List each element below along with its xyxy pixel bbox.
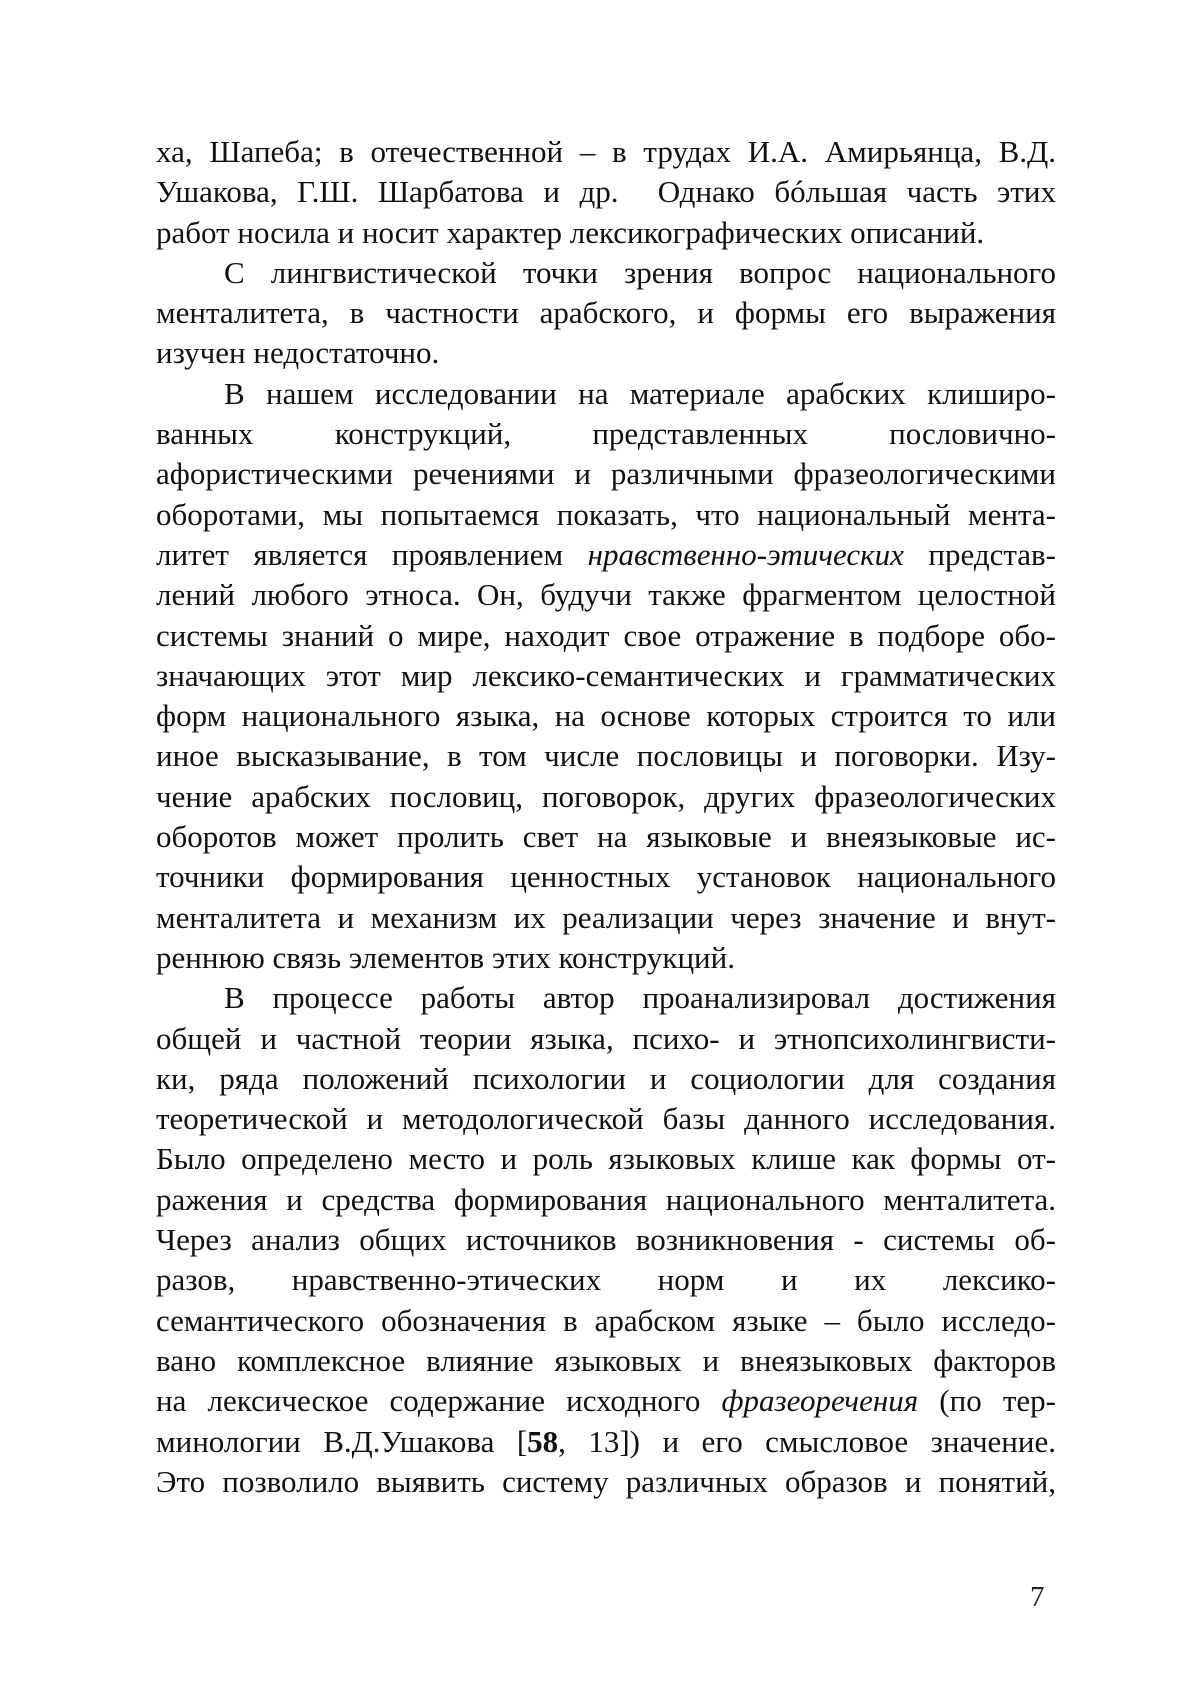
text-line <box>156 656 1056 696</box>
text-line <box>156 1099 1056 1139</box>
text-line <box>156 1260 1056 1300</box>
text-line <box>156 333 1056 373</box>
text-segment: семантического обозначения в арабском языке – было исследо- <box>156 1302 1056 1338</box>
text-segment: Было определено место и роль языковых клише как формы от- <box>156 1141 1056 1177</box>
text-segment: системы знаний о мире, находит свое отражение в подборе обо- <box>156 617 1056 653</box>
text-line <box>156 213 1056 253</box>
text-segment: оборотов может пролить свет на языковые и внеязыковые ис- <box>156 819 1056 855</box>
text-line <box>156 172 1056 212</box>
text-segment: иное высказывание, в том числе пословицы и поговорки. Изу- <box>156 738 1056 774</box>
text-segment: реннюю связь элементов этих конструкций. <box>156 939 735 975</box>
text-segment: на лексическое содержание исходного <box>156 1383 722 1419</box>
text-line <box>156 978 1056 1018</box>
page-number: 7 <box>1030 1581 1045 1613</box>
text-segment: менталитета, в частности арабского, и формы его выражения <box>156 295 1056 331</box>
text-segment: изучен недостаточно. <box>156 335 440 371</box>
text-line <box>156 253 1056 293</box>
text-segment: точники формирования ценностных установок национального <box>156 859 1056 895</box>
text-segment: ражения и средства формирования национального менталитета. <box>156 1181 1056 1217</box>
text-line <box>156 1019 1056 1059</box>
text-segment: минологии В.Д.Ушакова [ <box>156 1423 528 1459</box>
text-segment: Через анализ общих источников возникновения - системы об- <box>156 1222 1056 1258</box>
text-line <box>156 736 1056 776</box>
text-segment: литет является проявлением <box>156 536 588 572</box>
text-segment: С лингвистической точки зрения вопрос национального <box>224 254 1056 290</box>
text-segment: афористическими речениями и различными фразеологическими <box>156 456 1056 492</box>
text-line <box>156 1139 1056 1179</box>
text-segment: Ушакова, Г.Ш. Шарбатова и др. Однако бóльшая часть этих <box>156 174 1056 210</box>
text-segment: лений любого этноса. Он, будучи также фрагментом целостной <box>156 577 1056 613</box>
bold-reference: 58 <box>527 1423 559 1459</box>
text-line <box>156 777 1056 817</box>
text-line <box>156 938 1056 978</box>
italic-term: фразеоречения <box>721 1383 919 1419</box>
text-line <box>156 374 1056 414</box>
text-line <box>156 1341 1056 1381</box>
text-segment: представ- <box>903 536 1056 572</box>
text-line <box>156 1220 1056 1260</box>
text-segment: вано комплексное влияние языковых и внеязыковых факторов <box>156 1342 1056 1378</box>
text-segment: В нашем исследовании на материале арабских клиширо- <box>224 375 1056 411</box>
body-text <box>156 132 1056 1502</box>
text-line <box>156 132 1056 172</box>
text-line <box>156 1301 1056 1341</box>
text-segment: Это позволило выявить систему различных образов и понятий, <box>156 1463 1056 1499</box>
text-segment: чение арабских пословиц, поговорок, других фразеологических <box>156 778 1056 814</box>
text-line <box>156 495 1056 535</box>
text-segment: ванных конструкций, представленных пословично- <box>156 416 1056 452</box>
text-line <box>156 1422 1056 1462</box>
text-segment: общей и частной теории языка, психо- и этнопсихолингвисти- <box>156 1020 1056 1056</box>
text-line <box>156 817 1056 857</box>
text-line <box>156 616 1056 656</box>
text-line <box>156 1381 1056 1421</box>
text-segment: работ носила и носит характер лексикографических описаний. <box>156 214 985 250</box>
text-segment: (по тер- <box>918 1383 1056 1419</box>
text-line <box>156 857 1056 897</box>
text-segment: значающих этот мир лексико-семантических и грамматических <box>156 657 1056 693</box>
text-segment: форм национального языка, на основе которых строится то или <box>156 698 1056 734</box>
text-line <box>156 1059 1056 1099</box>
text-segment: менталитета и механизм их реализации через значение и внут- <box>156 899 1056 935</box>
text-line <box>156 454 1056 494</box>
text-segment: ха, Шапеба; в отечественной – в трудах И.А. Амирьянца, В.Д. <box>156 134 1056 169</box>
text-line <box>156 535 1056 575</box>
text-segment: оборотами, мы попытаемся показать, что национальный мента- <box>156 496 1056 532</box>
text-line <box>156 696 1056 736</box>
italic-term: нравственно-этических <box>587 536 904 572</box>
text-line <box>156 293 1056 333</box>
text-segment: , 13]) и его смысловое значение. <box>558 1423 1056 1459</box>
text-segment: теоретической и методологической базы данного исследования. <box>156 1101 1056 1137</box>
text-segment: ки, ряда положений психологии и социологии для создания <box>156 1060 1056 1096</box>
text-line <box>156 575 1056 615</box>
text-segment: разов, нравственно-этических норм и их лексико- <box>156 1262 1056 1298</box>
text-segment: В процессе работы автор проанализировал достижения <box>224 980 1056 1016</box>
text-line <box>156 1180 1056 1220</box>
text-line <box>156 898 1056 938</box>
text-line <box>156 1462 1056 1502</box>
text-line <box>156 414 1056 454</box>
